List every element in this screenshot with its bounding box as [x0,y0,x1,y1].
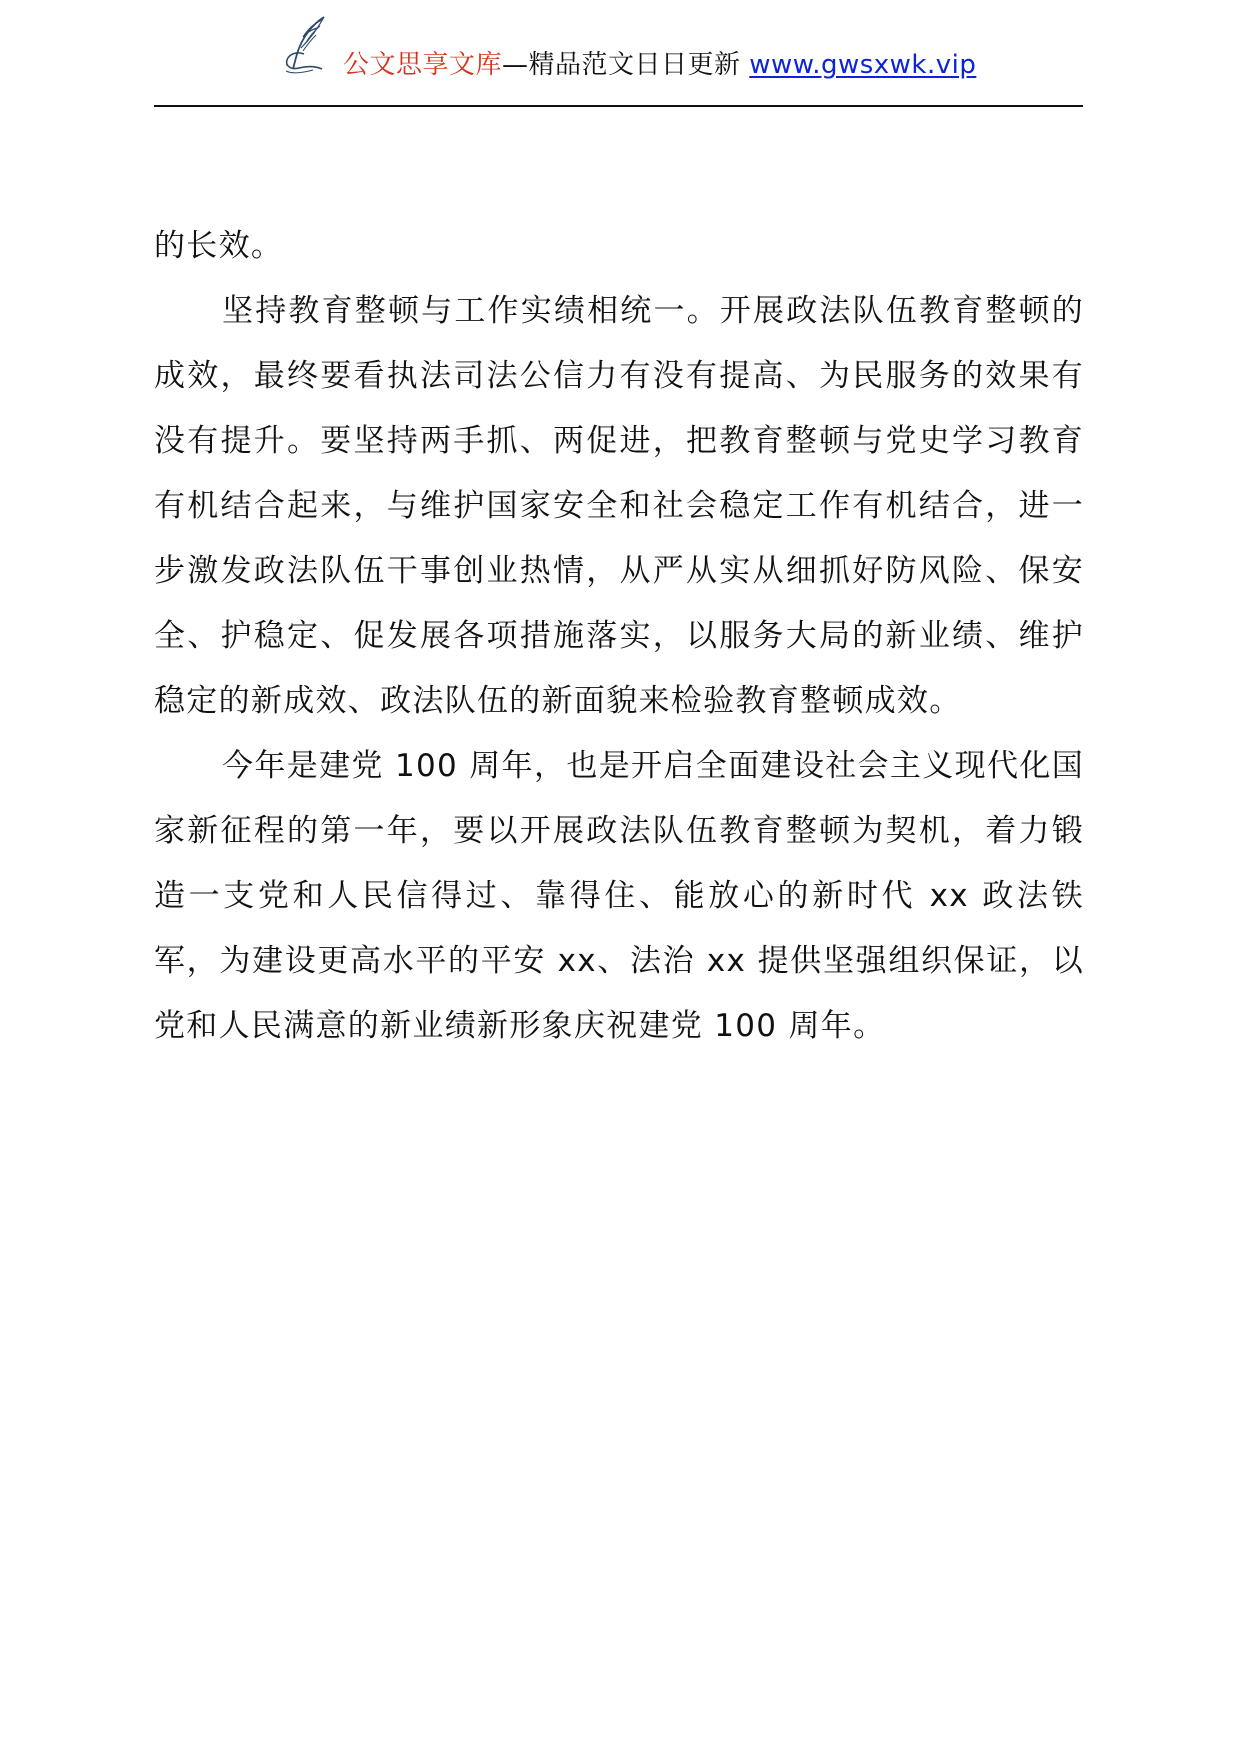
header-tagline: —精品范文日日更新 [502,50,750,80]
quill-pen-logo-icon [280,14,340,76]
paragraph-centenary: 今年是建党 100 周年，也是开启全面建设社会主义现代化国家新征程的第一年，要以开展政法队伍教育整顿为契机，着力锻造一支党和人民信得过、靠得住、能放心的新时代 xx 政法铁军，为建设更高水平的平安 xx、法治 xx 提供坚强组织保证，以党和人民满意的新业绩新形象庆祝建党 100 周年。 [154,748,1084,1044]
page-header [0,0,1240,110]
paragraph-work-results: 坚持教育整顿与工作实绩相统一。开展政法队伍教育整顿的成效，最终要看执法司法公信力有没有提高、为民服务的效果有没有提升。要坚持两手抓、两促进，把教育整顿与党史学习教育有机结合起来，与维护国家安全和社会稳定工作有机结合，进一步激发政法队伍干事创业热情，从严从实从细抓好防风险、保安全、护稳定、促发展各项措施落实，以服务大局的新业绩、维护稳定的新成效、政法队伍的新面貌来检验教育整顿成效。 [154,293,1084,719]
header-banner [343,48,976,82]
paragraph-continuation: 的长效。 [154,228,284,264]
site-name: 公文思享文库 [343,50,503,80]
header-divider [154,105,1083,107]
site-url-link[interactable]: www.gwsxwk.vip [749,50,977,80]
document-body [154,214,1084,1059]
